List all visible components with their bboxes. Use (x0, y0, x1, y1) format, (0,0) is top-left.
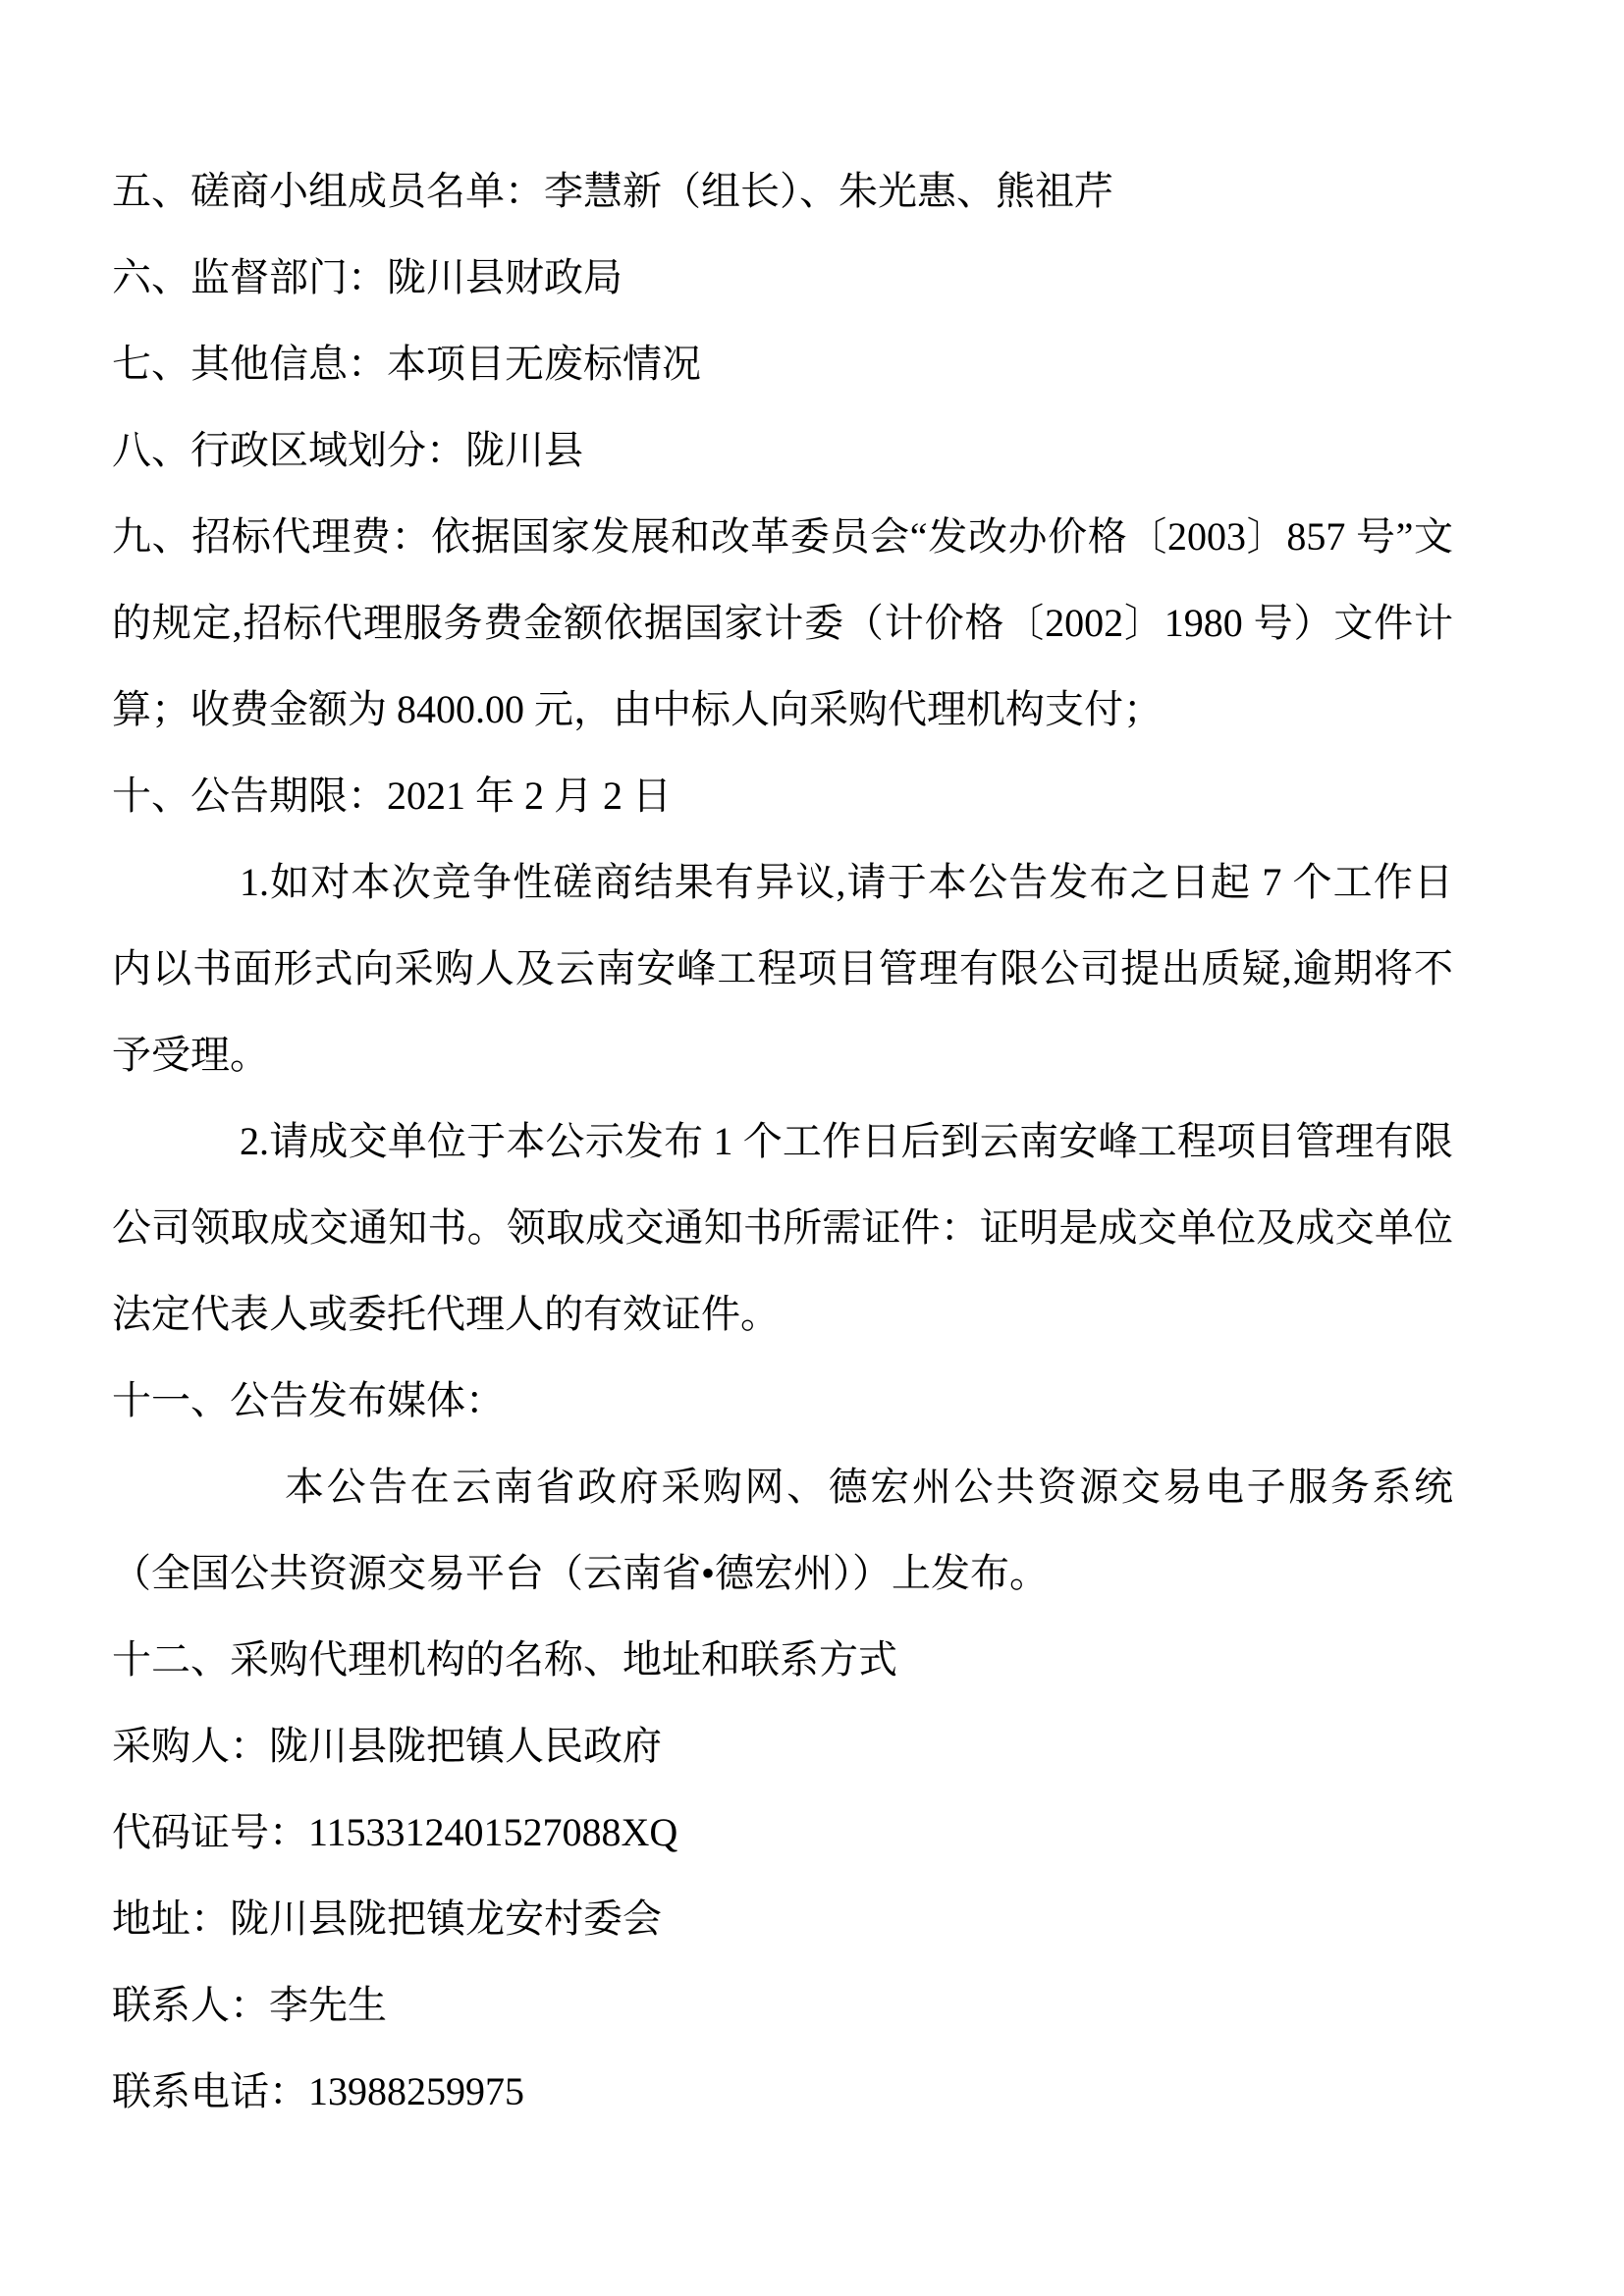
paragraph-award-notice-pickup: 2.请成交单位于本公示发布 1 个工作日后到云南安峰工程项目管理有限公司领取成交通知书。领取成交通知书所需证件：证明是成交单位及成交单位法定代表人或委托代理人的有效证件。 (112, 1119, 1453, 1336)
code-certificate-number-line: 代码证号：1153312401527088XQ (112, 1810, 678, 1854)
buyer-name-line: 采购人：陇川县陇把镇人民政府 (112, 1724, 662, 1768)
paragraph-publishing-media-detail: 本公告在云南省政府采购网、德宏州公共资源交易电子服务系统（全国公共资源交易平台（云南省•德宏州））上发布。 (112, 1465, 1453, 1595)
clause-agency-fee: 九、招标代理费：依据国家发展和改革委员会“发改办价格〔2003〕857 号”文的规定,招标代理服务费金额依据国家计委（计价格〔2002〕1980 号）文件计算；收费金额为 8400.00 元，由中标人向采购代理机构支付； (112, 514, 1453, 731)
contact-person-line: 联系人：李先生 (112, 1983, 387, 2027)
clause-publishing-media-heading: 十一、公告发布媒体： (112, 1378, 505, 1422)
contact-phone-line: 联系电话：13988259975 (112, 2069, 524, 2113)
clause-negotiation-team-members: 五、磋商小组成员名单：李慧新（组长）、朱光惠、熊祖芹 (112, 169, 1113, 213)
clause-notice-period: 十、公告期限：2021 年 2 月 2 日 (112, 774, 672, 818)
paragraph-objection-procedure: 1.如对本次竞争性磋商结果有异议,请于本公告发布之日起 7 个工作日内以书面形式向采购人及云南安峰工程项目管理有限公司提出质疑,逾期将不予受理。 (112, 860, 1453, 1077)
clause-administrative-region: 八、行政区域划分：陇川县 (112, 428, 583, 472)
address-line: 地址：陇川县陇把镇龙安村委会 (112, 1896, 662, 1941)
clause-supervision-department: 六、监督部门：陇川县财政局 (112, 255, 623, 299)
clause-other-information: 七、其他信息：本项目无废标情况 (112, 342, 701, 386)
clause-agency-contact-heading: 十二、采购代理机构的名称、地址和联系方式 (112, 1637, 897, 1682)
